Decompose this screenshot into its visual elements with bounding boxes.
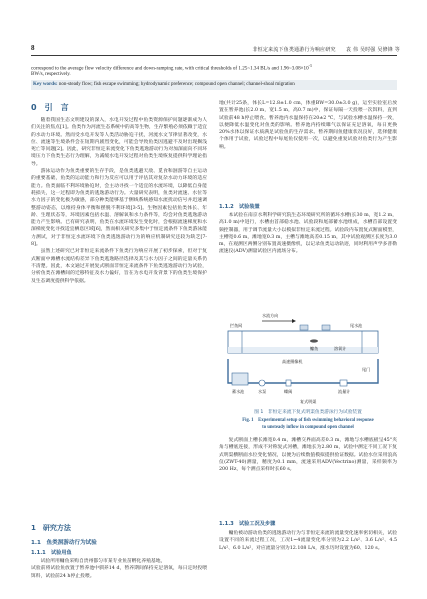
- fish-icon: [310, 339, 318, 342]
- fig-label-channel: 复式明渠: [300, 399, 317, 404]
- abstract-en-text: correspond to the average flow velocity difference and down-ramping rate, with critical thresholds of 1.25~1.34 BL/s and 1.96~3.08×10: [31, 65, 309, 72]
- fig-label-tailpool: 尾水池: [350, 323, 363, 328]
- fig-label-do-meter: 溶氧计: [334, 346, 347, 351]
- reservoir: [232, 373, 248, 385]
- fish-body: [31, 558, 207, 588]
- experimental-setup-figure: [222, 311, 394, 407]
- device-paragraph: 本试验在南京水利科学研究院生态环境研究所的循环水槽(长30 m，宽1.2 m，高1.0 m)中进行，水槽由首部稳水池、试验段和尾部蓄水池组成，水槽首部设置变频控制器，用于调节流量大小以模拟非恒定来流过程。试验段内布置复式断面模型，主槽宽0.6 m，滩地宽0.3 m，主槽与滩地高差0.15 m，其中试验观测区长度为3.0 m，在观测区两侧分别布置高速摄像机，以记录鱼类运动轨迹，同时利用声学多普勒流速仪(ADV)测量试验区内流场分布。: [219, 213, 397, 255]
- subsection-1-1: 1.1 鱼类洄游动行为试验: [31, 540, 97, 546]
- flow-arrow-head: [292, 319, 296, 323]
- flowmeter-icon: [340, 380, 347, 386]
- device-body-2: [219, 437, 397, 517]
- keywords: [33, 82, 395, 87]
- pump-icon: [259, 380, 265, 386]
- abstract-en-line1: [31, 63, 397, 73]
- fig-label-flow: 水流方向: [262, 313, 279, 318]
- page-number: 8: [31, 44, 35, 52]
- method-heading: 1 研究方法: [31, 524, 71, 532]
- fig-label-valve: 蝶阀: [284, 389, 293, 394]
- subsection-1-1-2: 1.1.2 试验装置: [219, 204, 260, 210]
- fig-label-flowmeter: 流量计: [338, 389, 351, 394]
- intro-paragraph-3: 虽然上述研究已对非恒定来流条件下鱼类行为响应开展了初步探索，但对于复式断面中滩槽水流结构差异下鱼类逃逸路径选择及其与水力因子之间的定量关系仍不清楚。因此，本文通过开展复式断面非恒定来流条件下鱼类逃逸游动行为试验，分析鱼类在滩槽间的迁移特征及水力偏好，旨在为水电开发背景下的鱼类生境保护及生态调度提供科学依据。: [31, 249, 207, 284]
- intro-paragraph-1: 随着我国生态文明建设的深入，水电开发过程中鱼类资源保护问题逐渐成为人们关注的焦点[1]。鱼类作为河流生态系统中的高等生物，生存繁殖必须依赖于适宜的水动力环境。然而受水电开发等人类活动胁迫干扰，河流水文节律显著改变，水位、流速等生境条件会在短期内剧烈变化，可能会导致鱼类因逃避不及时出现搁浅死亡等问题[2]。因此，研究非恒定来流变化下鱼类逃逸游动行为对加深面向不同环境压力下鱼类生态行为理解，为减缓水电开发过程对鱼类生境恢复提供科学理论指导。: [31, 118, 207, 167]
- device-body: [219, 212, 397, 307]
- keywords-label: Key words:: [33, 82, 58, 87]
- right-top-body: [219, 100, 397, 195]
- intro-body: [31, 117, 207, 462]
- conditions-paragraph: 鳙鱼被动游动鱼类的逃逸游动行为与非恒定来流的流量变化速率密切相关，试验设置不同的来流过程工况，工况1~4流量变化率分别为2.2 L/s²、3.6 L/s²、4.5 L/s²、6.0 L/s²，对应流量分别为12.108 L/s，涨水历时设置为60、120 s。: [219, 531, 397, 551]
- figure-caption-en-2: to unsteady inflow in compound open channel: [262, 425, 354, 430]
- intro-paragraph-2: 游泳运动作为鱼类重要的生存手段，是鱼类逃避天敌、觅食和洄游等自主运动的重要基础，鱼类的运动能力和行为反应可以用于评估其对复杂水动力环境的适应能力。鱼类面临不利环境胁迫时，会主动寻找一个适宜的水流环境，以降低自身能耗损失，这一过程即为鱼类的逃逸游动行为。大量研究表明，鱼类对流速、水位等水力因子的变化极为敏感，部分种类能够基于侧线系统感知水流扰动信号并迅速调整游动姿态，以维持身体平衡和摆脱不利环境[3-5]。生物因素包括鱼类体长、年龄、生理状态等，环境因素包括水温、溶解氧和水力条件等，均会对鱼类逃逸游动能力产生影响。已有研究表明，鱼类在水流环境发生变化时，会根据流速梯度和水深梯度变化寻找适宜栖息区域[6]，然而相关研究多集中于恒定流条件下鱼类游泳能力测试，对于非恒定水流环境下鱼类逃逸游动行为的响应机制研究还较为缺乏[7-8]。: [31, 169, 207, 248]
- fish-paragraph-cont: 试验前将试验鱼放置于暂养池中驯养14 d，暂养期间保持充足溶氧，每日定时投喂饵料，试验前24 h停止投喂。: [31, 566, 207, 579]
- fig-label-pump: 水泵: [258, 389, 267, 394]
- camera-box-2: [322, 325, 330, 330]
- device-paragraph-2: 复式断面上槽长滩宽0.4 m，滩槽交界面高差0.3 m，滩地与水槽底板呈45°夹角与槽底连接，形成不对称复式河槽，滩地长为2.80 m，试验中测定不同工况下复式明渠横断面水位变化情况，以便为后续数值模拟提供验证数据。试验水位采用浪高仪(ZWT-40)测量，精度为0.1 mm，流速采用ADV(Vectrino)测量，采样频率为200 Hz，每个测点采样时长60 s。: [219, 438, 397, 473]
- fig-label-net: 拦鱼网: [230, 323, 243, 328]
- header-rule: [31, 55, 397, 56]
- valve-icon: [286, 380, 291, 386]
- fig-label-reservoir: 蓄水池: [232, 389, 245, 394]
- camera-box-1: [300, 325, 308, 330]
- fig-label-tailgate: 尾门: [362, 367, 371, 372]
- figure-caption-cn: 图 1 非恒定来流下复式明渠鱼类游泳行为试验装置: [254, 410, 362, 415]
- shoal-band: [228, 347, 378, 353]
- subsection-1-1-1: 1.1.1 试验用鱼: [31, 550, 72, 556]
- figure-caption-en-1: Fig. 1 Experimental setup of fish swimming behavioral response: [242, 418, 374, 423]
- abstract-en-sup: -3: [308, 64, 312, 68]
- fig-label-fish: 鳙鱼: [310, 346, 319, 351]
- fig-label-camera: 高速摄像机: [282, 359, 303, 364]
- right-top-paragraph: 地(共计25条，体长L=12.8±1.0 cm，体重BW=30.0±3.0 g)，运至实验室后放置在暂养池(长2.0 m，宽1.5 m，高0.7 m)中，保证每隔一天投喂一次饵料，直到试验前48 h停止喂食。暂养池内水温保持在20±2 ℃，与试验水槽水温保持一致，以便降低水温变化对鱼类的影响。暂养池内持续曝气以保证充足溶氧，每日更换20%水体以保证水质满足试验鱼的生存需求。暂养期间鱼健康状况良好，选择健康个体用于试验，试验过程中每尾鱼仅使用一次，以避免重复试验对鱼类行为产生影响。: [219, 101, 397, 150]
- return-pipe: [228, 359, 378, 383]
- keywords-text: non-steady flow; fish escape swimming; hydrodynamic preference; compound open channel; channel-shoal migration: [58, 82, 295, 87]
- conditions-body: [219, 530, 397, 588]
- running-title: 非恒定来流下鱼类通游行为响应研究 袁 伟 吴时强 吴修锋 等: [252, 47, 400, 53]
- abstract-en-line2: BW/s, respectively.: [31, 71, 71, 77]
- intro-heading: 0 引 言: [31, 103, 69, 112]
- subsection-1-1-3: 1.1.3 试验工况及步骤: [219, 521, 276, 527]
- fish-paragraph: 试验所用鳙鱼采购自贵州都匀市某专业鱼苗孵化养殖基地，: [40, 559, 166, 564]
